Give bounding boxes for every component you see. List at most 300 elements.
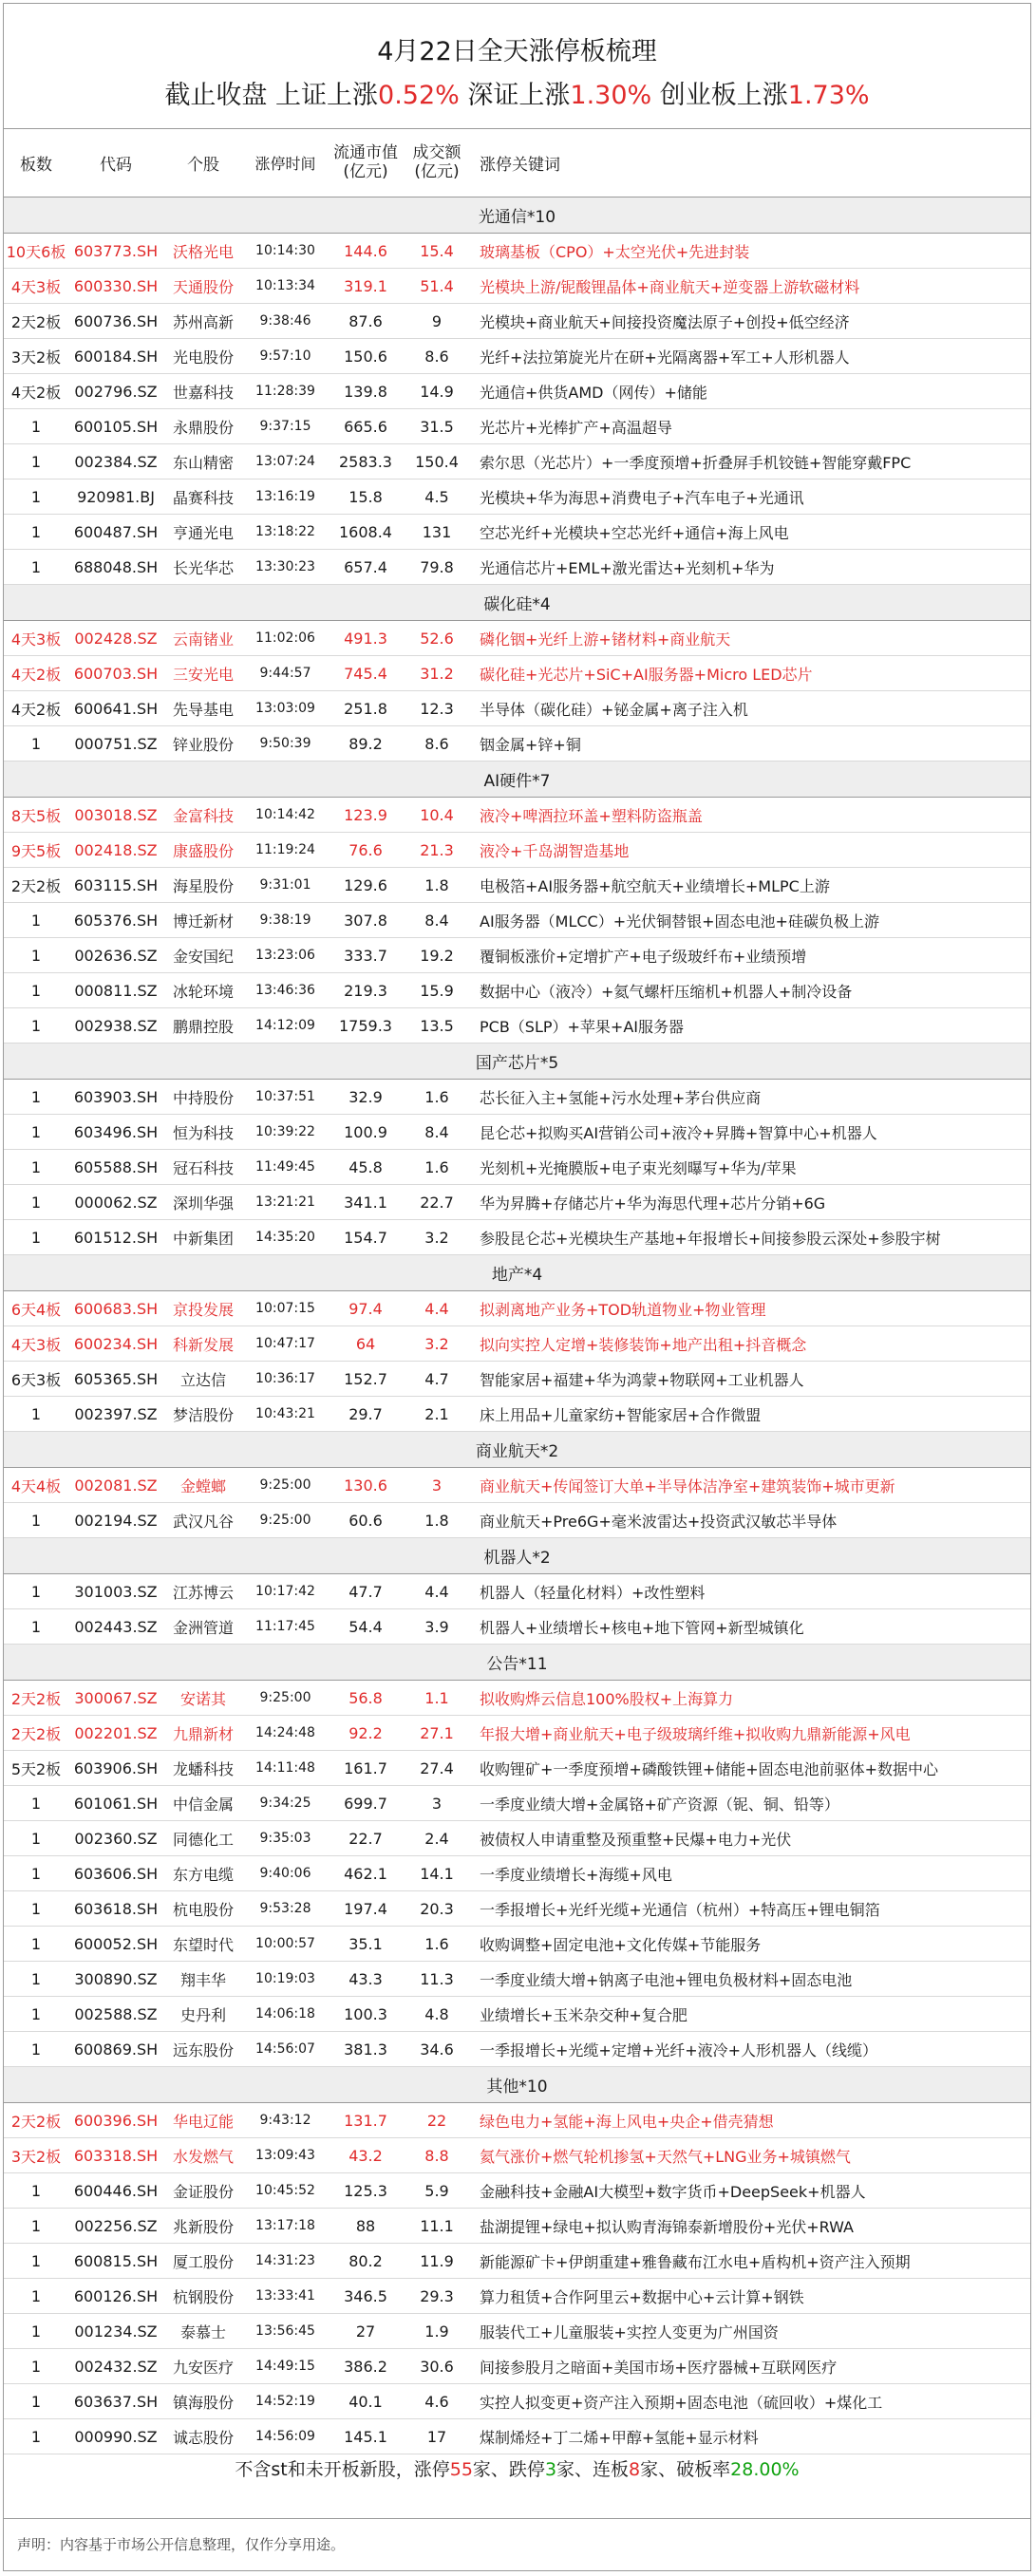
table-row (4, 2032, 1030, 2067)
market-cap: 154.7 (328, 1220, 404, 1255)
board-count: 1 (4, 1185, 68, 1220)
market-cap: 89.2 (328, 726, 404, 762)
limit-up-time: 9:43:12 (243, 2103, 328, 2138)
stock-code: 002428.SZ (68, 621, 163, 656)
stock-code: 002081.SZ (68, 1468, 163, 1503)
market-cap: 56.8 (328, 1681, 404, 1716)
board-count: 2天2板 (4, 868, 68, 903)
keywords: 昆仑芯+拟购买AI营销公司+液冷+昇腾+智算中心+机器人 (470, 1115, 1030, 1150)
section-title: 地产*4 (4, 1255, 1030, 1291)
keywords: 碳化硅+光芯片+SiC+AI服务器+Micro LED芯片 (470, 656, 1030, 691)
turnover: 5.9 (404, 2173, 470, 2209)
turnover: 4.8 (404, 1997, 470, 2032)
board-count: 1 (4, 409, 68, 444)
table-row (4, 903, 1030, 938)
market-cap: 657.4 (328, 550, 404, 585)
keywords: 商业航天+Pre6G+毫米波雷达+投资武汉敏芯半导体 (470, 1503, 1030, 1538)
stock-name: 兆新股份 (163, 2209, 243, 2244)
board-count: 6天4板 (4, 1291, 68, 1326)
table-row (4, 1856, 1030, 1891)
keywords: 芯长征入主+氢能+污水处理+茅台供应商 (470, 1080, 1030, 1115)
section-header (4, 585, 1030, 621)
sub-prefix: 截止收盘 上证上涨 (164, 81, 379, 110)
board-count: 4天3板 (4, 269, 68, 304)
turnover: 8.4 (404, 903, 470, 938)
board-count: 1 (4, 1150, 68, 1185)
stock-name: 晶赛科技 (163, 479, 243, 515)
section-header (4, 1645, 1030, 1681)
board-count: 1 (4, 2173, 68, 2209)
stock-code: 600641.SH (68, 691, 163, 726)
table-row (4, 2173, 1030, 2209)
stock-code: 600052.SH (68, 1927, 163, 1962)
stock-code: 600703.SH (68, 656, 163, 691)
turnover: 12.3 (404, 691, 470, 726)
stock-name: 冠石科技 (163, 1150, 243, 1185)
board-count: 1 (4, 1609, 68, 1645)
turnover: 1.1 (404, 1681, 470, 1716)
limit-up-time: 10:00:57 (243, 1927, 328, 1962)
section-title: 碳化硅*4 (4, 585, 1030, 621)
limit-up-time: 10:07:15 (243, 1291, 328, 1326)
stock-code: 000062.SZ (68, 1185, 163, 1220)
stock-code: 600683.SH (68, 1291, 163, 1326)
stock-code: 002796.SZ (68, 374, 163, 409)
limit-up-time: 13:09:43 (243, 2138, 328, 2173)
stock-code: 600487.SH (68, 515, 163, 550)
board-count: 5天2板 (4, 1751, 68, 1786)
market-summary (4, 2458, 1030, 2481)
table-row (4, 726, 1030, 762)
limit-up-time: 13:21:21 (243, 1185, 328, 1220)
keywords: 索尔思（光芯片）+一季度预增+折叠屏手机铰链+智能穿戴FPC (470, 444, 1030, 479)
limit-up-time: 9:53:28 (243, 1891, 328, 1927)
stock-name: 诚志股份 (163, 2419, 243, 2454)
keywords: 间接参股月之暗面+美国市场+医疗器械+互联网医疗 (470, 2349, 1030, 2384)
limit-up-table (4, 128, 1030, 2454)
turnover: 15.4 (404, 234, 470, 269)
table-row (4, 1609, 1030, 1645)
limit-down-count: 3 (544, 2459, 557, 2480)
limit-up-time: 10:43:21 (243, 1397, 328, 1432)
turnover: 4.4 (404, 1291, 470, 1326)
stock-name: 杭钢股份 (163, 2279, 243, 2314)
keywords: 拟向实控人定增+装修装饰+地产出租+抖音概念 (470, 1326, 1030, 1362)
turnover: 2.4 (404, 1821, 470, 1856)
stock-code: 002432.SZ (68, 2349, 163, 2384)
table-row (4, 798, 1030, 833)
stock-name: 江苏博云 (163, 1574, 243, 1609)
keywords: 参股昆仑芯+光模块生产基地+年报增长+间接参股云深处+参股宇树 (470, 1220, 1030, 1255)
stock-name: 厦工股份 (163, 2244, 243, 2279)
report-header (4, 4, 1030, 129)
stock-code: 603318.SH (68, 2138, 163, 2173)
table-row (4, 1115, 1030, 1150)
table-header-row (4, 128, 1030, 197)
limit-up-time: 13:18:22 (243, 515, 328, 550)
table-row (4, 2384, 1030, 2419)
keywords: 覆铜板涨价+定增扩产+电子级玻纤布+业绩预增 (470, 938, 1030, 973)
market-cap: 139.8 (328, 374, 404, 409)
board-count: 4天3板 (4, 1326, 68, 1362)
board-count: 1 (4, 938, 68, 973)
market-cap: 251.8 (328, 691, 404, 726)
section-title: 商业航天*2 (4, 1432, 1030, 1468)
board-count: 1 (4, 1503, 68, 1538)
keywords: 收购调整+固定电池+文化传媒+节能服务 (470, 1927, 1030, 1962)
market-cap: 60.6 (328, 1503, 404, 1538)
limit-up-time: 14:56:07 (243, 2032, 328, 2067)
stock-code: 600105.SH (68, 409, 163, 444)
turnover: 1.6 (404, 1150, 470, 1185)
turnover: 8.4 (404, 1115, 470, 1150)
limit-up-time: 13:07:24 (243, 444, 328, 479)
board-count: 1 (4, 479, 68, 515)
table-row (4, 1503, 1030, 1538)
limit-up-time: 9:34:25 (243, 1786, 328, 1821)
board-count: 1 (4, 444, 68, 479)
section-title: 公告*11 (4, 1645, 1030, 1681)
stock-name: 东山精密 (163, 444, 243, 479)
market-cap: 22.7 (328, 1821, 404, 1856)
index-summary (4, 80, 1030, 112)
stock-code: 002636.SZ (68, 938, 163, 973)
board-count: 1 (4, 550, 68, 585)
stock-code: 600736.SH (68, 304, 163, 339)
turnover: 131 (404, 515, 470, 550)
turnover: 34.6 (404, 2032, 470, 2067)
market-cap: 307.8 (328, 903, 404, 938)
board-count: 1 (4, 1891, 68, 1927)
stock-code: 600184.SH (68, 339, 163, 374)
cy-index-pct: 1.73% (787, 81, 870, 110)
keywords: 数据中心（液冷）+氦气螺杆压缩机+机器人+制冷设备 (470, 973, 1030, 1008)
board-count: 2天2板 (4, 1716, 68, 1751)
market-cap: 97.4 (328, 1291, 404, 1326)
turnover: 9 (404, 304, 470, 339)
stock-code: 605365.SH (68, 1362, 163, 1397)
market-cap: 29.7 (328, 1397, 404, 1432)
turnover: 14.9 (404, 374, 470, 409)
stock-code: 603906.SH (68, 1751, 163, 1786)
keywords: 光模块+商业航天+间接投资魔法原子+创投+低空经济 (470, 304, 1030, 339)
turnover: 3 (404, 1468, 470, 1503)
turnover: 4.7 (404, 1362, 470, 1397)
stock-name: 立达信 (163, 1362, 243, 1397)
limit-up-time: 14:31:23 (243, 2244, 328, 2279)
table-row (4, 833, 1030, 868)
turnover: 1.8 (404, 868, 470, 903)
stock-name: 冰轮环境 (163, 973, 243, 1008)
board-count: 1 (4, 515, 68, 550)
market-cap: 2583.3 (328, 444, 404, 479)
limit-up-count: 55 (449, 2459, 473, 2480)
stock-name: 镇海股份 (163, 2384, 243, 2419)
stock-code: 605588.SH (68, 1150, 163, 1185)
limit-up-time: 13:23:06 (243, 938, 328, 973)
stock-name: 科新发展 (163, 1326, 243, 1362)
market-cap: 161.7 (328, 1751, 404, 1786)
market-cap: 43.3 (328, 1962, 404, 1997)
table-row (4, 656, 1030, 691)
board-count: 1 (4, 1927, 68, 1962)
keywords: 一季度业绩增长+海缆+风电 (470, 1856, 1030, 1891)
keywords: 机器人+业绩增长+核电+地下管网+新型城镇化 (470, 1609, 1030, 1645)
table-row (4, 1716, 1030, 1751)
stock-name: 永鼎股份 (163, 409, 243, 444)
stock-name: 远东股份 (163, 2032, 243, 2067)
keywords: 玻璃基板（CPO）+太空光伏+先进封装 (470, 234, 1030, 269)
stock-code: 605376.SH (68, 903, 163, 938)
stock-code: 000751.SZ (68, 726, 163, 762)
limit-up-time: 13:17:18 (243, 2209, 328, 2244)
keywords: 一季报增长+光纤光缆+光通信（杭州）+特高压+锂电铜箔 (470, 1891, 1030, 1927)
board-count: 1 (4, 973, 68, 1008)
table-row (4, 1681, 1030, 1716)
stock-code: 603903.SH (68, 1080, 163, 1115)
stock-code: 002938.SZ (68, 1008, 163, 1044)
turnover: 2.1 (404, 1397, 470, 1432)
limit-up-time: 10:19:03 (243, 1962, 328, 1997)
stock-code: 688048.SH (68, 550, 163, 585)
stock-code: 920981.BJ (68, 479, 163, 515)
limit-up-time: 10:14:42 (243, 798, 328, 833)
keywords: 华为昇腾+存储芯片+华为海思代理+芯片分销+6G (470, 1185, 1030, 1220)
board-count: 10天6板 (4, 234, 68, 269)
section-header (4, 1044, 1030, 1080)
market-cap: 699.7 (328, 1786, 404, 1821)
stock-name: 东方电缆 (163, 1856, 243, 1891)
turnover: 17 (404, 2419, 470, 2454)
market-cap: 123.9 (328, 798, 404, 833)
keywords: 液冷+啤酒拉环盖+塑料防盗瓶盖 (470, 798, 1030, 833)
table-row (4, 1185, 1030, 1220)
table-row (4, 1397, 1030, 1432)
stock-code: 603637.SH (68, 2384, 163, 2419)
section-header (4, 2067, 1030, 2103)
turnover: 4.5 (404, 479, 470, 515)
turnover: 22.7 (404, 1185, 470, 1220)
board-count: 1 (4, 2209, 68, 2244)
limit-up-time: 9:38:46 (243, 304, 328, 339)
stock-code: 603773.SH (68, 234, 163, 269)
table-row (4, 1997, 1030, 2032)
table-row (4, 444, 1030, 479)
board-count: 1 (4, 1220, 68, 1255)
keywords: 磷化铟+光纤上游+锗材料+商业航天 (470, 621, 1030, 656)
limit-up-time: 13:46:36 (243, 973, 328, 1008)
section-title: 国产芯片*5 (4, 1044, 1030, 1080)
keywords: 光芯片+光棒扩产+高温超导 (470, 409, 1030, 444)
board-count: 1 (4, 2314, 68, 2349)
stock-code: 000990.SZ (68, 2419, 163, 2454)
table-row (4, 1821, 1030, 1856)
board-count: 4天2板 (4, 656, 68, 691)
market-cap: 54.4 (328, 1609, 404, 1645)
stock-name: 史丹利 (163, 1997, 243, 2032)
table-row (4, 1962, 1030, 1997)
board-count: 1 (4, 1856, 68, 1891)
market-cap: 27 (328, 2314, 404, 2349)
table-row (4, 515, 1030, 550)
limit-up-time: 9:37:15 (243, 409, 328, 444)
stock-code: 002588.SZ (68, 1997, 163, 2032)
limit-up-time: 10:45:52 (243, 2173, 328, 2209)
limit-up-time: 11:28:39 (243, 374, 328, 409)
keywords: 被债权人申请重整及预重整+民爆+电力+光伏 (470, 1821, 1030, 1856)
summary-text-3: 家、破板率 (640, 2459, 731, 2480)
stock-code: 603618.SH (68, 1891, 163, 1927)
section-header (4, 1538, 1030, 1574)
market-cap: 47.7 (328, 1574, 404, 1609)
limit-up-time: 9:40:06 (243, 1856, 328, 1891)
table-row (4, 868, 1030, 903)
limit-up-time: 11:19:24 (243, 833, 328, 868)
table-row (4, 1751, 1030, 1786)
turnover: 3.9 (404, 1609, 470, 1645)
board-count: 3天2板 (4, 339, 68, 374)
keywords: 光刻机+光掩膜版+电子束光刻曝写+华为/苹果 (470, 1150, 1030, 1185)
stock-code: 002360.SZ (68, 1821, 163, 1856)
market-cap: 87.6 (328, 304, 404, 339)
stock-code: 300890.SZ (68, 1962, 163, 1997)
table-row (4, 2244, 1030, 2279)
stock-code: 002443.SZ (68, 1609, 163, 1645)
keywords: 实控人拟变更+资产注入预期+固态电池（硫回收）+煤化工 (470, 2384, 1030, 2419)
limit-up-time: 9:35:03 (243, 1821, 328, 1856)
board-count: 1 (4, 1008, 68, 1044)
board-count: 1 (4, 1574, 68, 1609)
limit-up-time: 14:12:09 (243, 1008, 328, 1044)
turnover: 13.5 (404, 1008, 470, 1044)
board-count: 2天2板 (4, 2103, 68, 2138)
table-row (4, 1574, 1030, 1609)
board-count: 1 (4, 903, 68, 938)
stock-code: 300067.SZ (68, 1681, 163, 1716)
stock-name: 先导基电 (163, 691, 243, 726)
stock-code: 600396.SH (68, 2103, 163, 2138)
table-row (4, 938, 1030, 973)
stock-name: 长光华芯 (163, 550, 243, 585)
limit-up-time: 13:56:45 (243, 2314, 328, 2349)
stock-name: 锌业股份 (163, 726, 243, 762)
limit-up-time: 10:14:30 (243, 234, 328, 269)
market-cap: 152.7 (328, 1362, 404, 1397)
section-title: 其他*10 (4, 2067, 1030, 2103)
market-cap: 219.3 (328, 973, 404, 1008)
sh-index-pct: 0.52% (378, 81, 460, 110)
turnover: 11.3 (404, 1962, 470, 1997)
stock-code: 600330.SH (68, 269, 163, 304)
turnover: 1.6 (404, 1927, 470, 1962)
turnover: 8.6 (404, 339, 470, 374)
board-count: 1 (4, 2032, 68, 2067)
board-count: 2天2板 (4, 1681, 68, 1716)
table-row (4, 234, 1030, 269)
keywords: 收购锂矿+一季度预增+磷酸铁锂+储能+固态电池前驱体+数据中心 (470, 1751, 1030, 1786)
keywords: 空芯光纤+光模块+空芯光纤+通信+海上风电 (470, 515, 1030, 550)
keywords: 服装代工+儿童服装+实控人变更为广州国资 (470, 2314, 1030, 2349)
market-cap: 491.3 (328, 621, 404, 656)
table-row (4, 479, 1030, 515)
market-cap: 131.7 (328, 2103, 404, 2138)
stock-code: 600234.SH (68, 1326, 163, 1362)
table-row (4, 621, 1030, 656)
limit-up-time: 11:17:45 (243, 1609, 328, 1645)
stock-name: 金富科技 (163, 798, 243, 833)
turnover: 8.8 (404, 2138, 470, 2173)
board-count: 1 (4, 1115, 68, 1150)
limit-up-time: 14:24:48 (243, 1716, 328, 1751)
disclaimer-text: 声明：内容基于市场公开信息整理，仅作分享用途。 (17, 2536, 346, 2553)
stock-name: 翔丰华 (163, 1962, 243, 1997)
keywords: 智能家居+福建+华为鸿蒙+物联网+工业机器人 (470, 1362, 1030, 1397)
market-cap: 1608.4 (328, 515, 404, 550)
turnover: 31.2 (404, 656, 470, 691)
limit-up-time: 10:13:34 (243, 269, 328, 304)
summary-prefix: 不含st和未开板新股，涨停 (235, 2459, 450, 2480)
market-cap: 100.3 (328, 1997, 404, 2032)
turnover: 51.4 (404, 269, 470, 304)
keywords: 拟剥离地产业务+TOD轨道物业+物业管理 (470, 1291, 1030, 1326)
limit-up-time: 14:35:20 (243, 1220, 328, 1255)
stock-name: 中持股份 (163, 1080, 243, 1115)
stock-code: 600126.SH (68, 2279, 163, 2314)
stock-name: 武汉凡谷 (163, 1503, 243, 1538)
stock-name: 鹏鼎控股 (163, 1008, 243, 1044)
market-cap: 145.1 (328, 2419, 404, 2454)
limit-up-time: 9:25:00 (243, 1503, 328, 1538)
stock-name: 天通股份 (163, 269, 243, 304)
market-cap: 346.5 (328, 2279, 404, 2314)
turnover: 1.9 (404, 2314, 470, 2349)
stock-name: 华电辽能 (163, 2103, 243, 2138)
turnover: 30.6 (404, 2349, 470, 2384)
table-row (4, 2419, 1030, 2454)
board-count: 1 (4, 1821, 68, 1856)
board-count: 1 (4, 2279, 68, 2314)
board-count: 4天2板 (4, 691, 68, 726)
stock-code: 603496.SH (68, 1115, 163, 1150)
keywords: 机器人（轻量化材料）+改性塑料 (470, 1574, 1030, 1609)
stock-name: 沃格光电 (163, 234, 243, 269)
col-header-cap: 流通市值 (亿元) (328, 128, 404, 197)
keywords: 一季度业绩大增+金属铬+矿产资源（铌、铜、铅等） (470, 1786, 1030, 1821)
board-count: 1 (4, 2244, 68, 2279)
table-row (4, 1786, 1030, 1821)
stock-name: 云南锗业 (163, 621, 243, 656)
keywords: 一季报增长+光缆+定增+光纤+液冷+人形机器人（线缆） (470, 2032, 1030, 2067)
limit-up-time: 13:30:23 (243, 550, 328, 585)
limit-up-time: 10:39:22 (243, 1115, 328, 1150)
market-cap: 76.6 (328, 833, 404, 868)
market-cap: 35.1 (328, 1927, 404, 1962)
stock-code: 002194.SZ (68, 1503, 163, 1538)
turnover: 3.2 (404, 1220, 470, 1255)
turnover: 4.6 (404, 2384, 470, 2419)
sz-label: 深证上涨 (467, 81, 571, 110)
stock-name: 水发燃气 (163, 2138, 243, 2173)
board-count: 4天4板 (4, 1468, 68, 1503)
stock-name: 光电股份 (163, 339, 243, 374)
market-cap: 130.6 (328, 1468, 404, 1503)
turnover: 150.4 (404, 444, 470, 479)
market-cap: 386.2 (328, 2349, 404, 2384)
keywords: 光纤+法拉第旋光片在研+光隔离器+军工+人形机器人 (470, 339, 1030, 374)
limit-up-time: 10:17:42 (243, 1574, 328, 1609)
limit-up-time: 9:50:39 (243, 726, 328, 762)
disclaimer (4, 2518, 1030, 2571)
